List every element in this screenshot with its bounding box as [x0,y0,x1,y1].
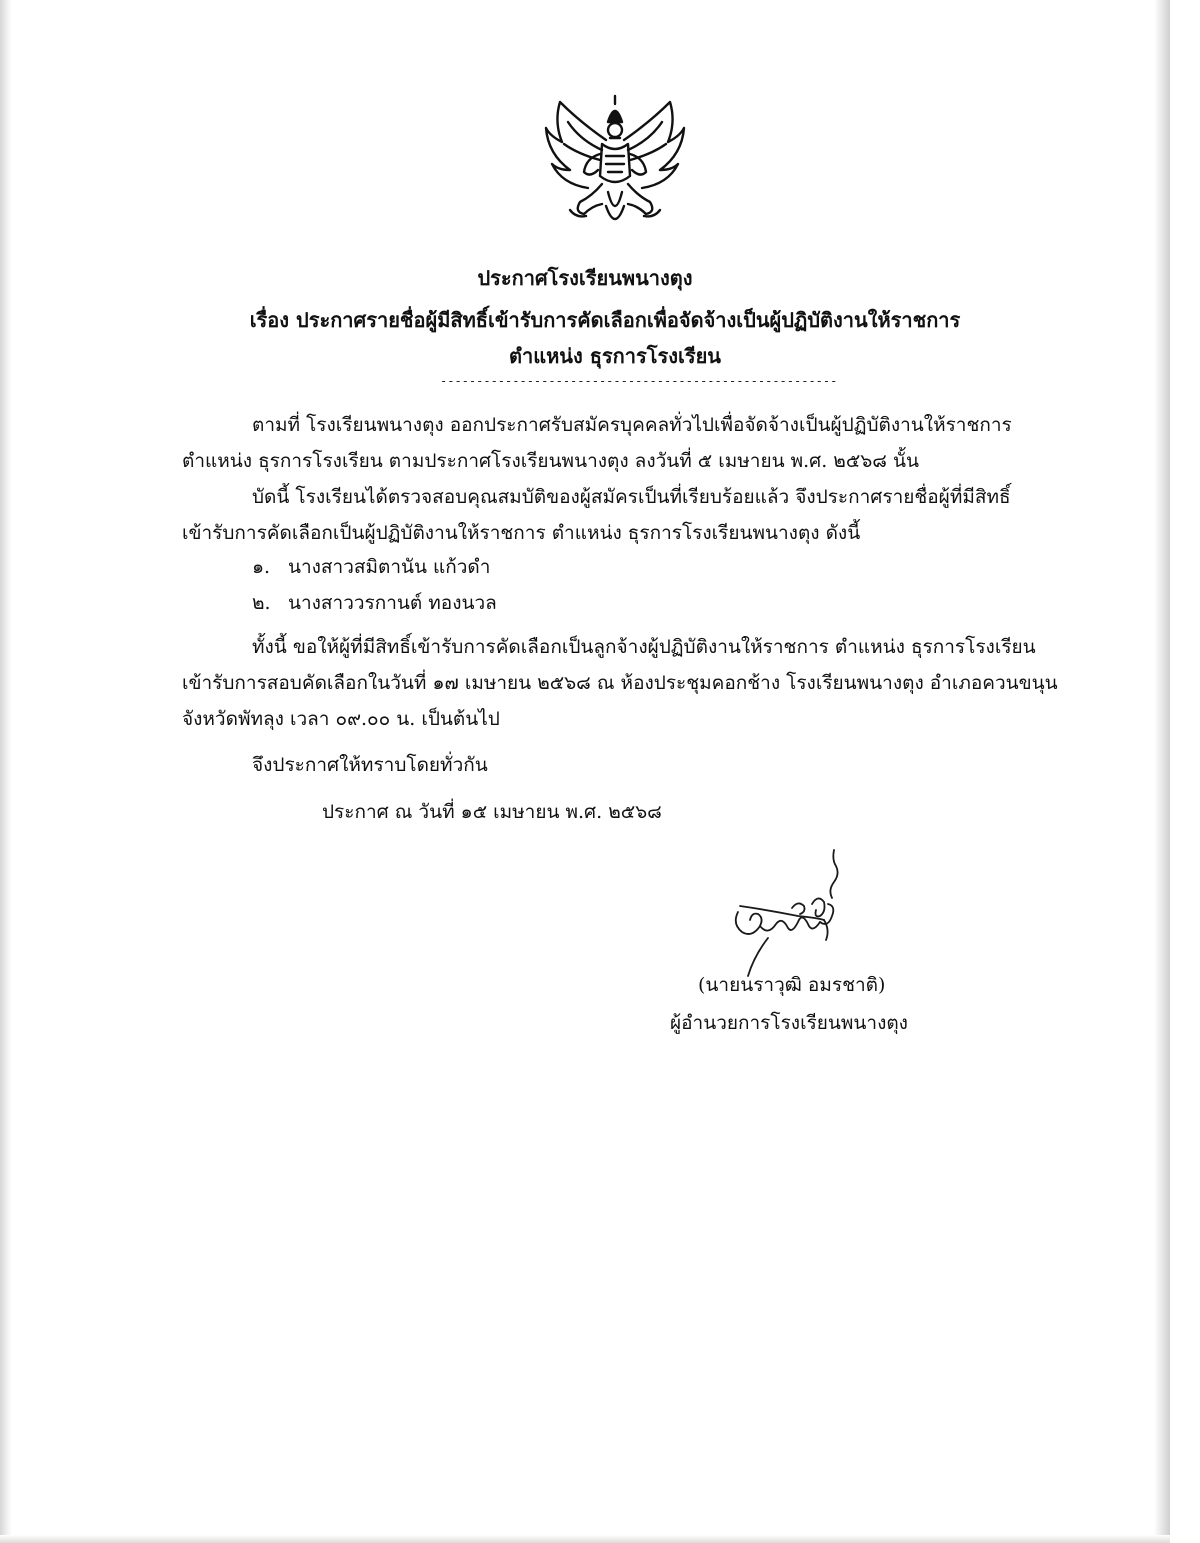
signatory-name: (นายนราวุฒิ อมรชาติ) [698,974,886,996]
announcement-date: ประกาศ ณ วันที่ ๑๕ เมษายน พ.ศ. ๒๕๖๘ [322,801,662,823]
list-item-name: นางสาววรกานต์ ทองนวล [288,592,497,614]
garuda-emblem-icon [540,92,690,234]
paragraph-3-line-2: เข้ารับการสอบคัดเลือกในวันที่ ๑๗ เมษายน ๒๕๖๘ ณ ห้องประชุมคอกช้าง โรงเรียนพนางตุง อำเภอควนขนุน [182,672,1058,694]
paragraph-2-line-2: เข้ารับการคัดเลือกเป็นผู้ปฏิบัติงานให้ราชการ ตำแหน่ง ธุรการโรงเรียนพนางตุง ดังนี้ [182,522,861,544]
title-divider: ------------------------------------------------------- [440,374,838,388]
paragraph-1-line-2: ตำแหน่ง ธุรการโรงเรียน ตามประกาศโรงเรียนพนางตุง ลงวันที่ ๕ เมษายน พ.ศ. ๒๕๖๘ นั้น [182,450,919,472]
paragraph-2-line-1: บัดนี้ โรงเรียนได้ตรวจสอบคุณสมบัติของผู้สมัครเป็นที่เรียบร้อยแล้ว จึงประกาศรายชื่อผู้ที่มีสิทธิ์ [252,486,1011,508]
signatory-title: ผู้อำนวยการโรงเรียนพนางตุง [670,1012,908,1034]
closing-statement: จึงประกาศให้ทราบโดยทั่วกัน [252,754,488,776]
paragraph-3-line-1: ทั้งนี้ ขอให้ผู้ที่มีสิทธิ์เข้ารับการคัดเลือกเป็นลูกจ้างผู้ปฏิบัติงานให้ราชการ ตำแหน่ง ธุรการโรงเรียน [252,636,1036,658]
paragraph-1-line-1: ตามที่ โรงเรียนพนางตุง ออกประกาศรับสมัครบุคคลทั่วไปเพื่อจัดจ้างเป็นผู้ปฏิบัติงานให้ราชการ [252,414,1012,436]
document-subject: เรื่อง ประกาศรายชื่อผู้มีสิทธิ์เข้ารับการคัดเลือกเพื่อจัดจ้างเป็นผู้ปฏิบัติงานให้ราชการ [249,308,961,332]
handwritten-signature [728,846,858,986]
document-position: ตำแหน่ง ธุรการโรงเรียน [509,344,721,368]
list-item-number: ๑. [252,556,271,578]
list-item-name: นางสาวสมิตานัน แก้วดำ [288,556,491,578]
document-title: ประกาศโรงเรียนพนางตุง [477,266,693,290]
list-item-number: ๒. [252,592,271,614]
paragraph-3-line-3: จังหวัดพัทลุง เวลา ๐๙.๐๐ น. เป็นต้นไป [182,708,500,730]
